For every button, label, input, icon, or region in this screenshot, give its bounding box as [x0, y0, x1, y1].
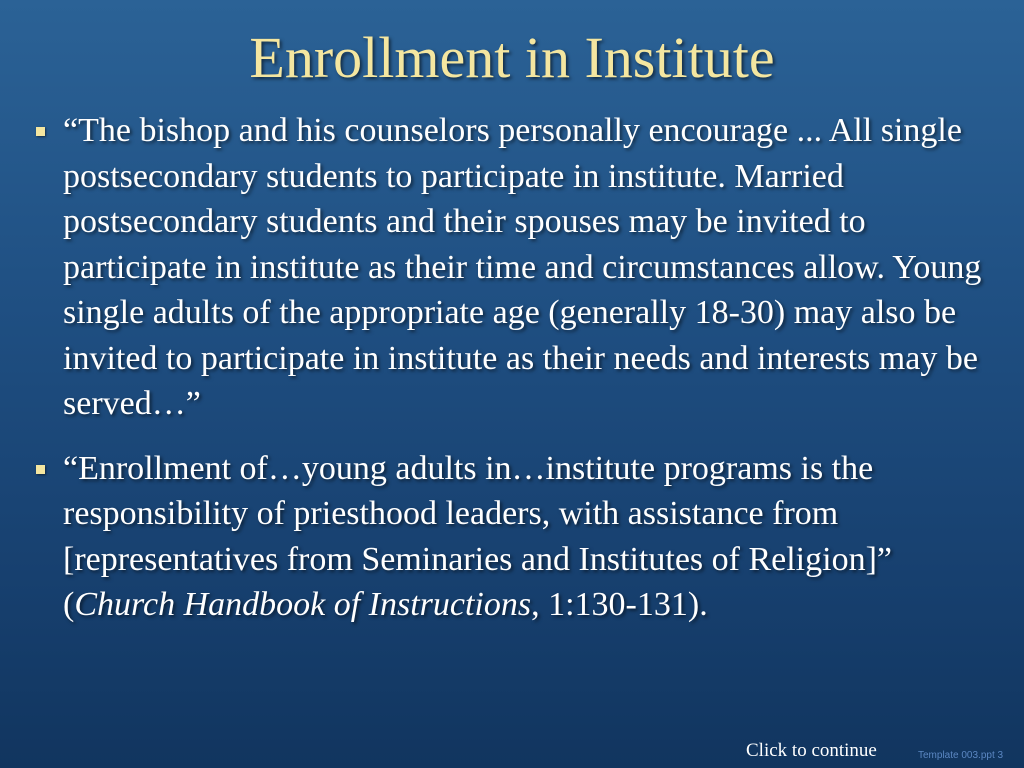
- bullet-item-1: [36, 108, 996, 427]
- quote-text: “Enrollment of…young adults in…institute programs is the responsibility of priesthood leaders, with assistance from [representatives from Seminaries and Institutes of Religion]” (: [63, 449, 892, 623]
- bullet-text: “The bishop and his counselors personally encourage ... All single postsecondary students to participate in institute. Married postsecondary students and their spouses may be invited to participate in institute as their time and circumstances allow. Young single adults of the appropriate age (generally 18-30) may also be invited to participate in institute as their needs and interests may be served…”: [63, 112, 982, 422]
- bullet-item-2: [36, 446, 996, 628]
- square-bullet-icon: [36, 127, 45, 136]
- bullet-list: [36, 108, 996, 628]
- slide-title: Enrollment in Institute: [249, 25, 775, 90]
- square-bullet-icon: [36, 465, 45, 474]
- footer-note: Template 003.ppt 3: [918, 750, 1004, 761]
- bullet-text: [63, 446, 996, 628]
- click-to-continue-link[interactable]: Click to continue: [746, 740, 877, 761]
- citation-title: Church Handbook of Instructions: [74, 586, 532, 623]
- citation-reference: , 1:130-131).: [531, 586, 708, 623]
